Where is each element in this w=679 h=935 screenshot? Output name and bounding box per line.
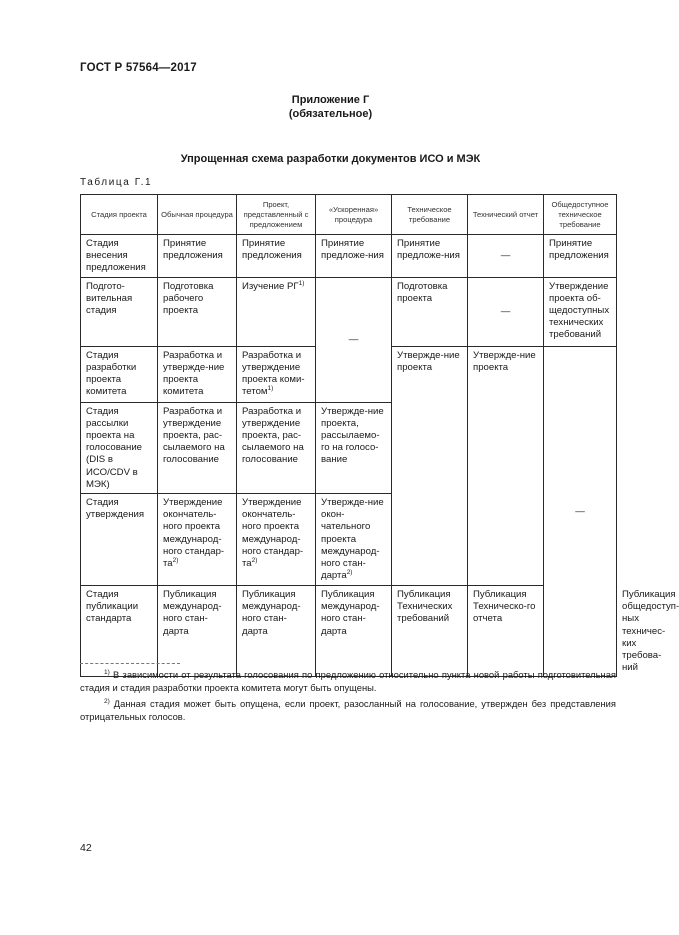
footnote-mark: 1) bbox=[104, 668, 110, 676]
table-cell bbox=[237, 277, 316, 346]
footnote-2 bbox=[80, 697, 616, 723]
development-scheme-table bbox=[80, 194, 679, 677]
header-public-specification: Общедоступное техническое требование bbox=[544, 195, 617, 235]
table-cell: — bbox=[544, 346, 617, 677]
table-cell: Разработка и утверждение проекта, рас-сылаемого на голосование bbox=[158, 402, 237, 493]
footnote-separator bbox=[80, 663, 180, 664]
header-normal-procedure: Обычная процедура bbox=[158, 195, 237, 235]
footnote-1 bbox=[80, 668, 616, 694]
cell-text: Утвержде-ние окон-чательного проекта международ-ного стан-дарта bbox=[321, 497, 384, 582]
cell-text: Разработка и утверждение проекта коми-тетом bbox=[242, 349, 305, 398]
footnote-text: В зависимости от результата голосования по предложению относительно пункта новой работы подготовительная стадия и стадия разработки проекта комитета могут быть опущены. bbox=[80, 669, 616, 694]
table-row bbox=[81, 235, 617, 278]
footnote-mark: 2) bbox=[104, 697, 110, 705]
table-cell: Утвержде-ние проекта bbox=[392, 346, 468, 585]
page-number: 42 bbox=[80, 842, 92, 854]
standard-number: ГОСТ Р 57564—2017 bbox=[80, 62, 197, 74]
table-cell: Принятие предложения bbox=[158, 235, 237, 278]
footnote-mark: 2) bbox=[172, 556, 179, 564]
annex-title: Приложение Г bbox=[291, 94, 370, 106]
annex-subtitle: (обязательное) bbox=[288, 108, 373, 120]
table-cell: Публикация международ-ного стан-дарта bbox=[237, 586, 316, 677]
table-row: Стадия публикации стандарта Публикация международ-ного стан-дарта Публикация международ-ного стан-дарта Публикация международ-ного стан-дарта Публикация Технических требований Публикация Техническо-го отчета Публикация общедоступ-ных техничес-ких требова-ний bbox=[81, 586, 617, 677]
table-cell: Разработка и утверждение проекта, рас-сылаемого на голосование bbox=[237, 402, 316, 493]
table-cell: Стадия утверждения bbox=[81, 494, 158, 586]
table-cell: Подготовка рабочего проекта bbox=[158, 277, 237, 346]
table-row bbox=[81, 277, 617, 346]
header-stage: Стадия проекта bbox=[81, 195, 158, 235]
footnote-mark: 1) bbox=[298, 279, 305, 287]
table-cell: — bbox=[316, 277, 392, 402]
document-title: Упрощенная схема разработки документов ИСО и МЭК bbox=[180, 153, 481, 165]
table-cell: Принятие предложе-ния bbox=[392, 235, 468, 278]
table-cell bbox=[316, 494, 392, 586]
table-cell: Утвержде-ние проекта bbox=[468, 346, 544, 585]
table-cell: Принятие предложения bbox=[544, 235, 617, 278]
table-label: Таблица Г.1 bbox=[80, 177, 153, 188]
header-fast-track: «Ускоренная» процедура bbox=[316, 195, 392, 235]
table-cell: Публикация международ-ного стан-дарта bbox=[158, 586, 237, 677]
footnote-mark: 2) bbox=[346, 569, 353, 577]
table-cell: — bbox=[468, 235, 544, 278]
table-cell: Утвержде-ние проекта, рассылаемо-го на голосо-вание bbox=[316, 402, 392, 493]
footnote-mark: 2) bbox=[251, 556, 258, 564]
table-cell: Принятие предложения bbox=[237, 235, 316, 278]
footnote-text: Данная стадия может быть опущена, если проект, разосланный на голосование, утвержден без представления отрицательных голосов. bbox=[80, 698, 617, 723]
header-technical-specification: Техническое требование bbox=[392, 195, 468, 235]
cell-text: Утверждение окончатель-ного проекта международ-ного стандар-та bbox=[242, 497, 304, 570]
footnote-mark: 1) bbox=[267, 385, 274, 393]
table-cell: Подготовка проекта bbox=[392, 277, 468, 346]
table-cell: Публикация международ-ного стан-дарта bbox=[316, 586, 392, 677]
table-cell: — bbox=[468, 277, 544, 346]
table-cell: Утверждение проекта об-щедоступных технических требований bbox=[544, 277, 617, 346]
table-cell: Публикация Технических требований bbox=[392, 586, 468, 677]
cell-text: Изучение РГ bbox=[242, 280, 299, 292]
header-technical-report: Технический отчет bbox=[468, 195, 544, 235]
table-cell: Принятие предложе-ния bbox=[316, 235, 392, 278]
table-cell: Стадия рассылки проекта на голосование (DIS в ИСО/CDV в МЭК) bbox=[81, 402, 158, 493]
table-cell bbox=[237, 494, 316, 586]
cell-text: Утверждение окончатель-ного проекта международ-ного стандар-та bbox=[163, 497, 225, 570]
table-cell bbox=[237, 346, 316, 402]
table-cell: Стадия разработки проекта комитета bbox=[81, 346, 158, 402]
table-cell bbox=[158, 494, 237, 586]
table-cell: Стадия внесения предложения bbox=[81, 235, 158, 278]
table-cell: Стадия публикации стандарта bbox=[81, 586, 158, 677]
table-cell: Публикация Техническо-го отчета bbox=[468, 586, 544, 677]
header-draft-with-proposal: Проект, представленный с предложением bbox=[237, 195, 316, 235]
table-cell: Разработка и утвержде-ние проекта комитета bbox=[158, 346, 237, 402]
table-cell: Подгото-вительная стадия bbox=[81, 277, 158, 346]
table-header-row bbox=[81, 195, 617, 235]
